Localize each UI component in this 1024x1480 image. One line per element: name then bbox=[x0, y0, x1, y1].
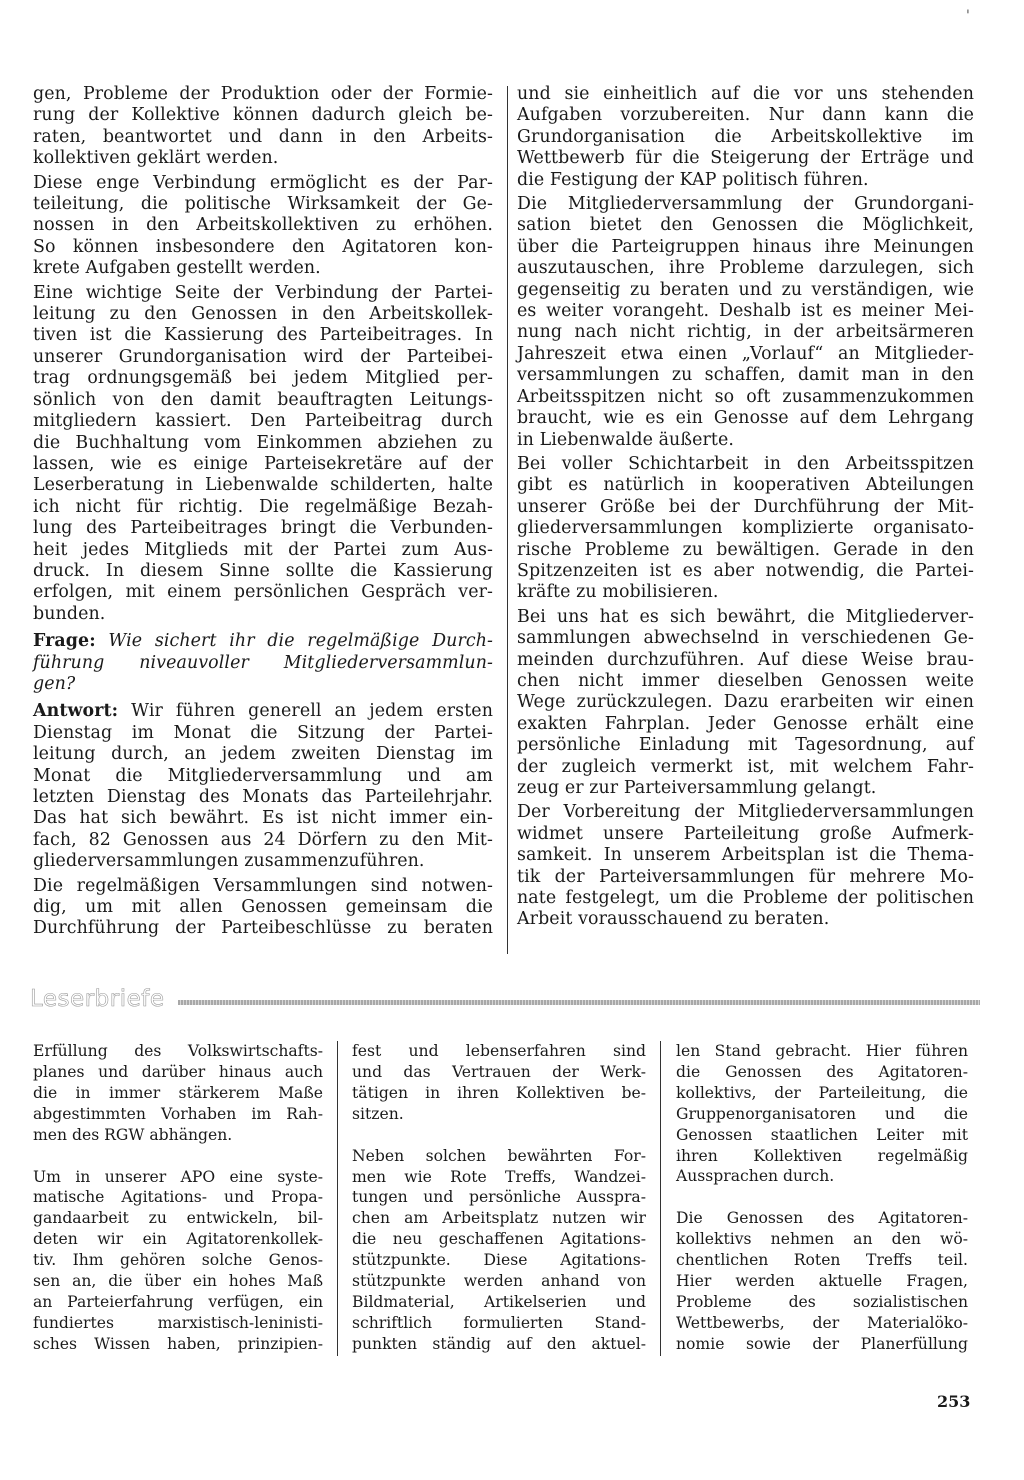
text-line: schriftlich formulierten Stand- bbox=[352, 1313, 646, 1332]
text-line: nossen in den Arbeitskollektiven zu erhöhen. bbox=[33, 215, 493, 236]
text-line: chentlichen Roten Treffs teil. bbox=[676, 1251, 968, 1270]
column-divider bbox=[660, 1041, 661, 1356]
text-line: Spitzenzeiten ist es aber notwendig, die Partei- bbox=[517, 560, 974, 581]
text-line bbox=[33, 631, 493, 652]
section-title: Leserbriefe bbox=[30, 986, 165, 1012]
text-line: erfolgen, mit einem persönlichen Gespräch ver- bbox=[33, 582, 493, 603]
text-line: Wettbewerbs, der Materialöko- bbox=[676, 1313, 968, 1332]
top-left-column bbox=[33, 84, 493, 940]
text-line: raten, beantwortet und dann in den Arbeits- bbox=[33, 126, 493, 147]
column-divider bbox=[337, 1041, 338, 1356]
paragraph bbox=[676, 1041, 968, 1187]
text-line: es weiter vorangeht. Deshalb ist es meiner Mei- bbox=[517, 301, 974, 322]
text-line: dig, um mit allen Genossen gemeinsam die bbox=[33, 897, 493, 918]
text-line: Erfüllung des Volkswirtschafts- bbox=[33, 1042, 323, 1060]
text-line: Arbeit vorausschauend zu beraten. bbox=[517, 909, 830, 930]
text-line: tiv. Ihm gehören solche Genos- bbox=[33, 1251, 323, 1270]
text-line: chen nicht immer dieselben Genossen weite bbox=[517, 670, 974, 691]
text-line: und sie einheitlich auf die vor uns stehenden bbox=[517, 84, 974, 104]
paragraph bbox=[352, 1146, 646, 1355]
text-line: nomie sowie der Planerfüllung bbox=[676, 1334, 968, 1353]
text-line: sammlungen abwechselnd in verschiedenen Ge- bbox=[517, 628, 974, 649]
text-line: nung nach nicht richtig, in der arbeitsärmeren bbox=[517, 322, 974, 343]
paragraph bbox=[517, 84, 974, 191]
text-line: chen am Arbeitsplatz nutzen wir bbox=[352, 1209, 646, 1228]
text-line: der zugleich vermerkt ist, mit welchem Fahr- bbox=[517, 756, 974, 777]
text-line: deten wir ein Agitatorenkollek- bbox=[33, 1230, 323, 1249]
text-line: gen, Probleme der Produktion oder der Formie- bbox=[33, 84, 493, 104]
text-line: So können insbesondere den Agitatoren kon- bbox=[33, 236, 493, 257]
text-line: bunden. bbox=[33, 603, 106, 624]
text-line: Probleme des sozialistischen bbox=[676, 1292, 968, 1311]
text-line: führung niveauvoller Mitgliederversammlun- bbox=[33, 652, 493, 673]
text-line: Gruppenorganisatoren und die bbox=[676, 1104, 968, 1123]
text-line: Monat die Mitgliederversammlung und am bbox=[33, 765, 493, 786]
text-line: gen? bbox=[33, 673, 76, 694]
text-line: Die Mitgliederversammlung der Grundorgani- bbox=[517, 194, 974, 215]
text-line: planes und darüber hinaus auch bbox=[33, 1062, 323, 1081]
text-line: sitzen. bbox=[352, 1104, 404, 1123]
text-line: kollektiven geklärt werden. bbox=[33, 148, 279, 169]
text-line: die Festigung der KAP politisch führen. bbox=[517, 169, 869, 190]
answer-paragraph bbox=[33, 701, 493, 872]
text-line: kollektivs, der Parteileitung, die bbox=[676, 1083, 968, 1102]
text-line: kräfte zu mobilisieren. bbox=[517, 582, 719, 603]
text-line: Dienstag im Monat die Sitzung der Partei- bbox=[33, 722, 493, 743]
corner-mark: ' bbox=[966, 8, 970, 24]
column-divider bbox=[507, 86, 508, 954]
paragraph bbox=[352, 1041, 646, 1125]
text-line: unserer Größe bei der Durchführung der Mit- bbox=[517, 496, 974, 517]
text-line: druck. In diesem Sinne sollte die Kassierung bbox=[33, 560, 493, 581]
text-line: Diese enge Verbindung ermöglicht es der Par- bbox=[33, 172, 493, 193]
text-line: die neu geschaffenen Agitations- bbox=[352, 1230, 646, 1249]
text-line: braucht, wie es ein Genosse auf dem Lehrgang bbox=[517, 408, 974, 429]
text-line: nate festgelegt, um die Probleme der politischen bbox=[517, 888, 974, 909]
text-line: zeug er zur Parteiversammlung gelangt. bbox=[517, 778, 877, 798]
paragraph bbox=[517, 802, 974, 930]
text-line: tungen und persönliche Ausspra- bbox=[352, 1188, 646, 1207]
paragraph bbox=[33, 173, 493, 280]
text-line: Durchführung der Parteibeschlüsse zu beraten bbox=[33, 918, 493, 939]
answer-label: Antwort: bbox=[33, 701, 119, 722]
text-line: Grundorganisation die Arbeitskollektive im bbox=[517, 126, 974, 147]
paragraph bbox=[517, 194, 974, 451]
text-line: Leserberatung in Liebenwalde schilderten, halte bbox=[33, 475, 493, 496]
text-line: über die Parteigruppen hinaus ihre Meinungen bbox=[517, 236, 974, 257]
text-line: trag ordnungsgemäß bei jedem Mitglied per- bbox=[33, 368, 493, 389]
text-line: len Stand gebracht. Hier führen bbox=[676, 1042, 968, 1060]
text-line: versammlungen zu schaffen, damit man in den bbox=[517, 365, 974, 386]
text-line: fest und lebenserfahren sind bbox=[352, 1042, 646, 1060]
text-line: gibt es natürlich in kooperativen Abteilungen bbox=[517, 475, 974, 496]
text-line: Hier werden aktuelle Fragen, bbox=[676, 1272, 968, 1291]
text-line: lassen, wie es einige Parteisekretäre auf der bbox=[33, 453, 493, 474]
answer-text: Wir führen generell an jedem ersten bbox=[131, 701, 493, 722]
text-line: Wege zurückzulegen. Dazu erarbeiten wir einen bbox=[517, 692, 974, 713]
bottom-column-2 bbox=[352, 1041, 646, 1355]
text-line: samkeit. In unserem Arbeitsplan ist die Thema- bbox=[517, 845, 974, 866]
text-line: Aufgaben vorzubereiten. Nur dann kann die bbox=[517, 105, 974, 126]
text-line: Arbeitsspitzen nicht so oft zusammenzukommen bbox=[517, 386, 974, 407]
text-line: sen an, die über ein hohes Maß bbox=[33, 1272, 323, 1291]
text-line: Um in unserer APO eine syste- bbox=[33, 1167, 323, 1186]
question-text: Wie sichert ihr die regelmäßige Durch- bbox=[108, 631, 493, 652]
paragraph bbox=[517, 454, 974, 604]
text-line: kollektivs nehmen an den wö- bbox=[676, 1230, 968, 1249]
text-line: Die Genossen des Agitatoren- bbox=[676, 1209, 968, 1228]
text-line: ich nicht für richtig. Die regelmäßige Bezah- bbox=[33, 496, 493, 517]
text-line: stützpunkte werden anhand von bbox=[352, 1272, 646, 1291]
text-line: rische Probleme zu bewältigen. Gerade in den bbox=[517, 539, 974, 560]
text-line: rung der Kollektive können dadurch gleich be- bbox=[33, 105, 493, 126]
paragraph bbox=[517, 607, 974, 800]
text-line: Bei voller Schichtarbeit in den Arbeitsspitzen bbox=[517, 453, 974, 474]
paragraph bbox=[676, 1208, 968, 1354]
text-line: gliederversammlungen zusammenzuführen. bbox=[33, 851, 425, 872]
text-line: die Genossen des Agitatoren- bbox=[676, 1062, 968, 1081]
text-line: Eine wichtige Seite der Verbindung der Partei- bbox=[33, 282, 493, 303]
text-line: lung des Parteibeitrages bringt die Verbunden- bbox=[33, 518, 493, 539]
text-line: heit jedes Mitglieds mit der Partei zum Aus- bbox=[33, 539, 493, 560]
text-line: Genossen staatlichen Leiter mit bbox=[676, 1125, 968, 1144]
text-line: sönlich von den damit beauftragten Leitungs- bbox=[33, 389, 493, 410]
text-line: gandaarbeit zu entwickeln, bil- bbox=[33, 1209, 323, 1228]
paragraph bbox=[33, 1167, 323, 1355]
text-line: Bildmaterial, Artikelserien und bbox=[352, 1292, 646, 1311]
text-line: Bei uns hat es sich bewährt, die Mitgliederver- bbox=[517, 606, 974, 627]
text-line: an Parteierfahrung verfügen, ein bbox=[33, 1292, 323, 1311]
question-paragraph bbox=[33, 631, 493, 695]
text-line: matische Agitations- und Propa- bbox=[33, 1188, 323, 1207]
text-line: tiven ist die Kassierung des Parteibeitrages. In bbox=[33, 325, 493, 346]
text-line: Aussprachen durch. bbox=[676, 1167, 835, 1186]
section-rule bbox=[178, 1000, 980, 1005]
text-line: und das Vertrauen der Werk- bbox=[352, 1062, 646, 1081]
text-line: sches Wissen haben, prinzipien- bbox=[33, 1334, 323, 1353]
text-line: unserer Grundorganisation wird der Parteibei- bbox=[33, 346, 493, 367]
text-line: fundiertes marxistisch-leninisti- bbox=[33, 1313, 323, 1332]
text-line: gliederversammlungen komplizierte organisato- bbox=[517, 518, 974, 539]
text-line: ihren Kollektiven regelmäßig bbox=[676, 1146, 968, 1165]
section-header bbox=[30, 986, 980, 1018]
paragraph bbox=[33, 876, 493, 940]
text-line: die in immer stärkerem Maße bbox=[33, 1083, 323, 1102]
text-line: Die regelmäßigen Versammlungen sind notwen- bbox=[33, 875, 493, 896]
text-line: Das hat sich bewährt. Es ist nicht immer ein- bbox=[33, 808, 493, 829]
text-line: Neben solchen bewährten For- bbox=[352, 1146, 646, 1165]
text-line: stützpunkte. Diese Agitations- bbox=[352, 1251, 646, 1270]
text-line: krete Aufgaben gestellt werden. bbox=[33, 258, 321, 279]
text-line: sation bietet den Genossen die Möglichkeit, bbox=[517, 215, 974, 236]
text-line: punkten ständig auf den aktuel- bbox=[352, 1334, 646, 1353]
page-number: 253 bbox=[937, 1392, 971, 1411]
top-right-column bbox=[517, 84, 974, 931]
text-line: auszutauschen, ihre Probleme darzulegen, sich bbox=[517, 258, 974, 279]
text-line: exakten Fahrplan. Jeder Genosse erhält eine bbox=[517, 713, 974, 734]
text-line: meinden durchzuführen. Auf diese Weise brau- bbox=[517, 649, 974, 670]
text-line: abgestimmten Vorhaben im Rah- bbox=[33, 1104, 323, 1123]
text-line: Wettbewerb für die Steigerung der Erträge und bbox=[517, 148, 974, 169]
text-line: tik der Parteiversammlungen für mehrere Mo- bbox=[517, 866, 974, 887]
text-line: in Liebenwalde äußerte. bbox=[517, 429, 734, 450]
text-line: gegenseitig zu beraten und zu verständigen, wie bbox=[517, 279, 974, 300]
text-line: die Buchhaltung vom Einkommen abziehen zu bbox=[33, 432, 493, 453]
paragraph bbox=[33, 283, 493, 626]
text-line: teileitung, die politische Wirksamkeit der Ge- bbox=[33, 194, 493, 215]
text-line: letzten Dienstag des Monats das Parteilehrjahr. bbox=[33, 787, 493, 807]
bottom-column-1 bbox=[33, 1041, 323, 1355]
text-line: Der Vorbereitung der Mitgliederversammlungen bbox=[517, 802, 974, 823]
text-line: widmet unsere Parteileitung große Aufmerk- bbox=[517, 823, 974, 844]
paragraph bbox=[33, 1041, 323, 1146]
text-line: Jahreszeit etwa einen „Vorlauf“ an Mitglieder- bbox=[517, 343, 974, 364]
text-line: men wie Rote Treffs, Wandzei- bbox=[352, 1167, 646, 1186]
text-line bbox=[33, 701, 493, 722]
question-label: Frage: bbox=[33, 631, 96, 652]
paragraph bbox=[33, 84, 493, 170]
text-line: mitgliedern kassiert. Den Parteibeitrag durch bbox=[33, 411, 493, 432]
text-line: men des RGW abhängen. bbox=[33, 1125, 233, 1144]
text-line: leitung zu den Genossen in den Arbeitskollek- bbox=[33, 304, 493, 325]
bottom-column-3 bbox=[676, 1041, 968, 1355]
text-line: fach, 82 Genossen aus 24 Dörfern zu den Mit- bbox=[33, 829, 493, 850]
text-line: tätigen in ihren Kollektiven be- bbox=[352, 1083, 646, 1102]
text-line: persönliche Einladung mit Tagesordnung, auf bbox=[517, 735, 974, 756]
text-line: leitung durch, an jedem zweiten Dienstag im bbox=[33, 744, 493, 765]
